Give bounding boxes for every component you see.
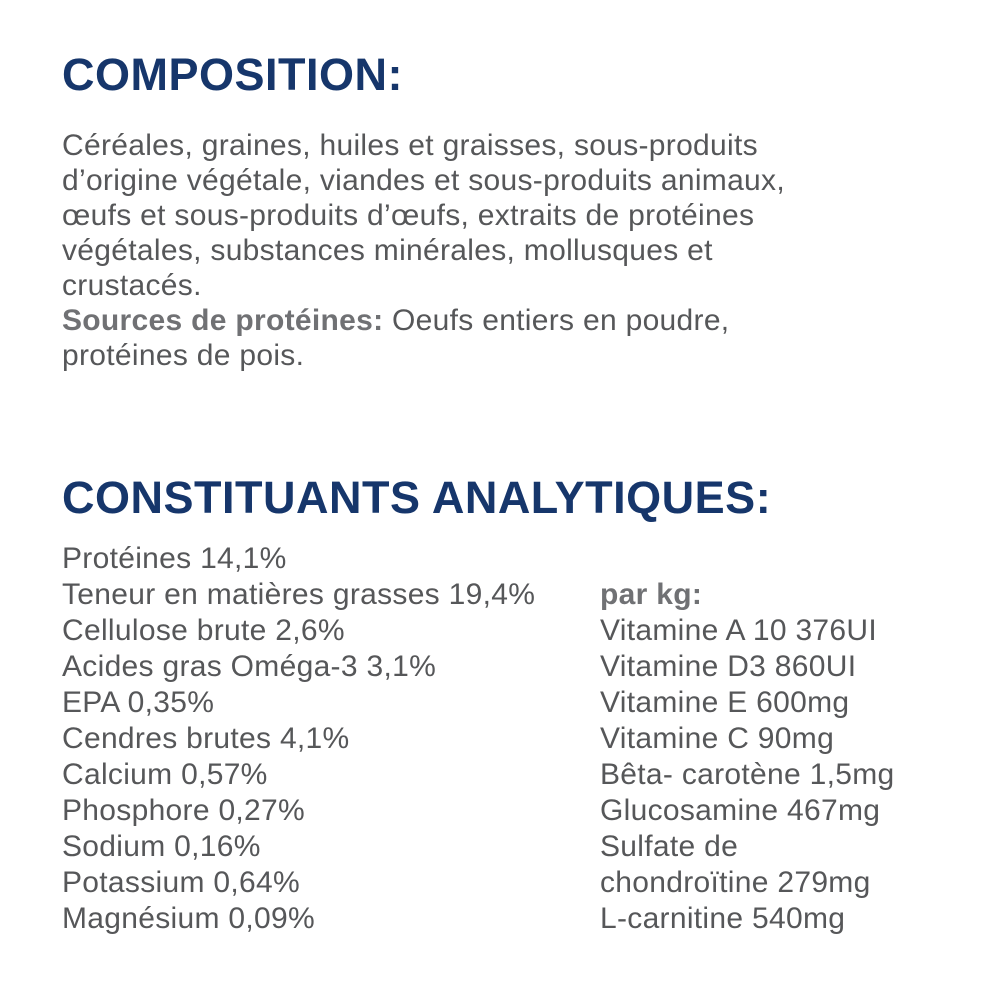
per-kg-item: L-carnitine 540mg (600, 902, 846, 935)
per-kg-item: Vitamine E 600mg (600, 686, 850, 719)
analytical-heading: CONSTITUANTS ANALYTIQUES: (62, 472, 772, 523)
analytical-left-column (62, 541, 600, 937)
composition-line: œufs et sous-produits d’œufs, extraits de protéines (62, 199, 755, 232)
analytical-item: Acides gras Oméga-3 3,1% (62, 650, 437, 683)
per-kg-item: Vitamine D3 860UI (600, 650, 857, 683)
per-kg-item: Sulfate de (600, 830, 739, 863)
composition-line: végétales, substances minérales, mollusques et (62, 234, 713, 267)
per-kg-label: par kg: (600, 578, 703, 611)
analytical-item: Protéines 14,1% (62, 542, 287, 575)
protein-sources-text: Oeufs entiers en poudre, (392, 304, 730, 337)
per-kg-item: Glucosamine 467mg (600, 794, 881, 827)
analytical-item: Teneur en matières grasses 19,4% (62, 578, 536, 611)
analytical-right-column (600, 541, 895, 937)
analytical-item: Cellulose brute 2,6% (62, 614, 345, 647)
analytical-columns (62, 541, 1000, 937)
per-kg-item: Vitamine C 90mg (600, 722, 835, 755)
composition-line: Céréales, graines, huiles et graisses, sous-produits (62, 129, 758, 162)
per-kg-item: Vitamine A 10 376UI (600, 614, 878, 647)
protein-sources-line-2: protéines de pois. (62, 339, 305, 372)
analytical-item: Phosphore 0,27% (62, 794, 306, 827)
per-kg-item: chondroïtine 279mg (600, 866, 871, 899)
protein-sources-line (62, 303, 1000, 338)
composition-heading: COMPOSITION: (62, 49, 403, 100)
composition-line: d’origine végétale, viandes et sous-produits animaux, (62, 164, 785, 197)
composition-line: crustacés. (62, 269, 202, 302)
per-kg-item: Bêta- carotène 1,5mg (600, 758, 895, 791)
analytical-item: EPA 0,35% (62, 686, 215, 719)
analytical-item: Calcium 0,57% (62, 758, 268, 791)
analytical-item: Magnésium 0,09% (62, 902, 315, 935)
composition-paragraph (62, 128, 1000, 373)
protein-sources-label: Sources de protéines: (62, 304, 384, 337)
analytical-item: Potassium 0,64% (62, 866, 300, 899)
analytical-item: Cendres brutes 4,1% (62, 722, 350, 755)
analytical-item: Sodium 0,16% (62, 830, 261, 863)
